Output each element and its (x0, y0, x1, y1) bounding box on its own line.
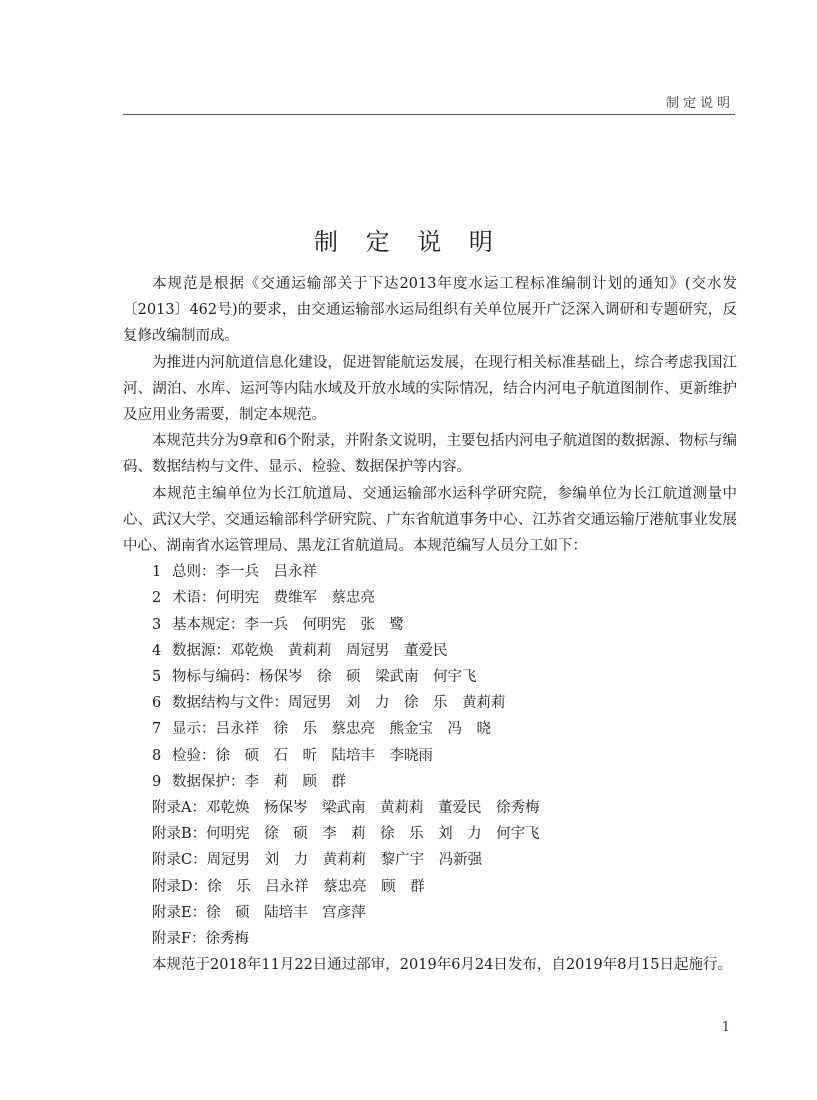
paragraph-contents: 本规范共分为9章和6个附录，并附条文说明，主要包括内河电子航道图的数据源、物标与编码、数据结构与文件、显示、检验、数据保护等内容。 (123, 433, 737, 476)
staff-list-item: 5 物标与编码：杨保岑 徐 硕 梁武南 何宇飞 (152, 669, 477, 686)
appendix-staff-item: 附录A：邓乾焕 杨保岑 梁武南 黄莉莉 董爱民 徐秀梅 (152, 800, 540, 817)
appendix-staff-item: 附录E：徐 硕 陆培丰 宫彦萍 (152, 904, 366, 921)
appendix-staff-item: 附录B：何明宪 徐 硕 李 莉 徐 乐 刘 力 何宇飞 (152, 826, 540, 843)
paragraph-purpose: 为推进内河航道信息化建设，促进智能航运发展，在现行相关标准基础上，综合考虑我国江河、湖泊、水库、运河等内陆水域及开放水域的实际情况，结合内河电子航道图制作、更新维护及应用业务需要，制定本规范。 (123, 354, 737, 424)
document-body (123, 271, 737, 978)
staff-list-item: 1 总则：李一兵 吕永祥 (152, 564, 317, 581)
staff-assignment-list (123, 559, 737, 952)
header-divider (123, 114, 735, 115)
paragraph-editors: 本规范主编单位为长江航道局、交通运输部水运科学研究院，参编单位为长江航道测量中心、武汉大学、交通运输部科学研究院、广东省航道事务中心、江苏省交通运输厅港航事业发展中心、湖南省水运管理局、黑龙江省航道局。本规范编写人员分工如下： (123, 485, 737, 555)
paragraph-effective-date: 本规范于2018年11月22日通过部审，2019年6月24日发布，自2019年8月15日起施行。 (152, 957, 732, 974)
staff-list-item: 8 检验：徐 硕 石 昕 陆培丰 李晓雨 (152, 747, 433, 764)
page-title: 制 定 说 明 (314, 228, 503, 256)
staff-list-item: 3 基本规定：李一兵 何明宪 张 鹭 (152, 616, 404, 633)
staff-list-item: 7 显示：吕永祥 徐 乐 蔡忠亮 熊金宝 冯 晓 (152, 721, 491, 738)
appendix-staff-item: 附录C：周冠男 刘 力 黄莉莉 黎广宇 冯新强 (152, 852, 483, 869)
staff-list-item: 2 术语：何明宪 费维军 蔡忠亮 (152, 590, 375, 607)
appendix-staff-item: 附录D：徐 乐 吕永祥 蔡忠亮 顾 群 (152, 878, 425, 895)
page-number: 1 (721, 1020, 730, 1035)
staff-list-item: 4 数据源：邓乾焕 黄莉莉 周冠男 董爱民 (152, 642, 448, 659)
staff-list-item: 9 数据保护：李 莉 顾 群 (152, 773, 346, 790)
appendix-staff-item: 附录F：徐秀梅 (152, 931, 250, 948)
paragraph-basis: 本规范是根据《交通运输部关于下达2013年度水运工程标准编制计划的通知》(交水发〔2013〕462号)的要求，由交通运输部水运局组织有关单位展开广泛深入调研和专题研究，反复修改编制而成。 (123, 276, 737, 345)
staff-list-item: 6 数据结构与文件：周冠男 刘 力 徐 乐 黄莉莉 (152, 695, 506, 712)
running-header: 制定说明 (665, 96, 734, 111)
